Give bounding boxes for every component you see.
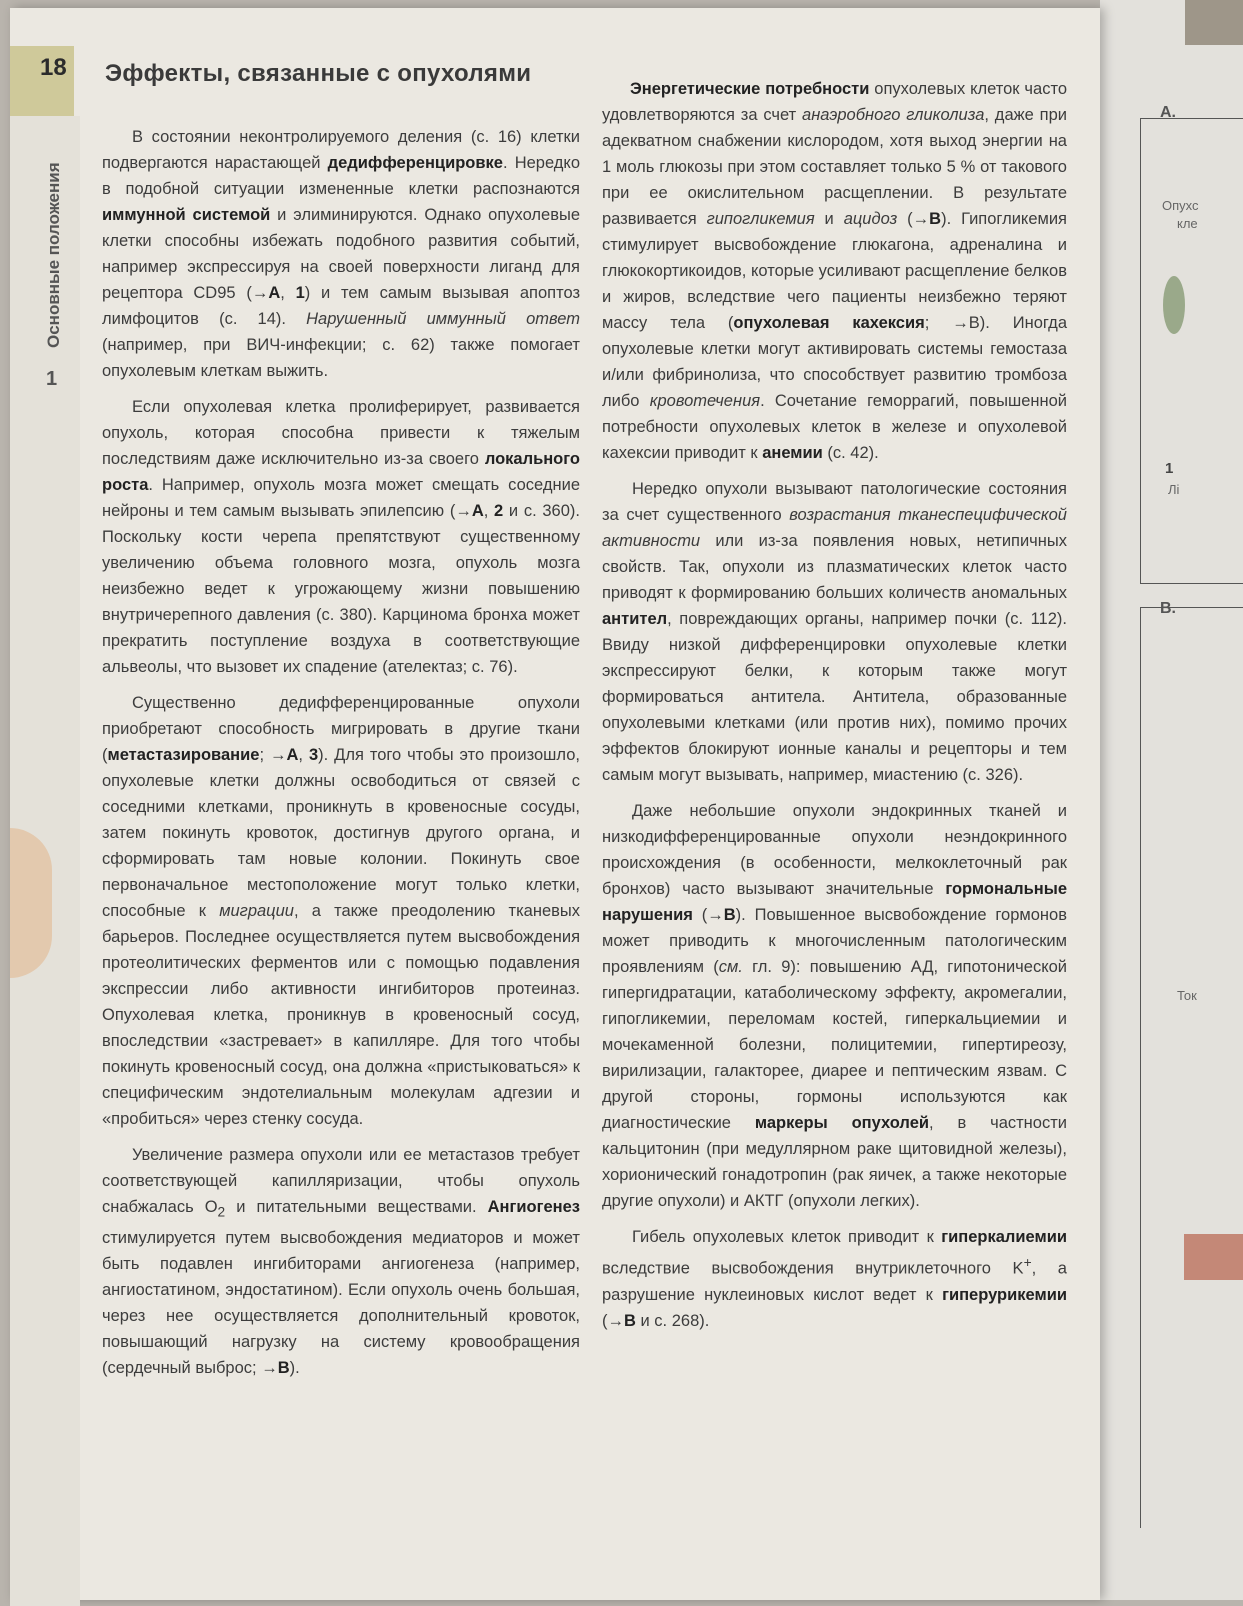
paragraph-cell-death: Гибель опухолевых клеток приводит к гиперкалиемии вследствие высвобождения внутриклеточного K+, а разрушение нуклеиновых кислот ведет к гиперурикемии (→В и с. 268). (602, 1228, 1067, 1330)
thumb-shadow (10, 828, 52, 978)
cell-illustration (1163, 276, 1185, 334)
paragraph-local-growth: Если опухолевая клетка пролиферирует, развивается опухоль, которая способна привести к тяжелым последствиям даже исключительно из-за своего локального роста. Например, опухоль мозга может смещать соседние нейроны и тем самым вызывать эпилепсию (→А, 2 и с. 360). Поскольку кости черепа препятствуют существенному увеличению объема головного мозга, опухоль мозга неизбежно ведет к угрожающему жизни повышению внутричерепного давления (с. 380). Карцинома бронха может прекратить поступление воздуха в соответствующие альвеолы, что вызовет их спадение (ателектаз; с. 76). (102, 398, 580, 676)
paragraph-energy-needs: Энергетические потребности опухолевых клеток часто удовлетворяются за счет анаэробного гликолиза, даже при адекватном снабжении кислородом, хотя выход энергии на 1 моль глюкозы при этом составляет только 5 % от такового при ее окислительном расщеплении. В результате развивается гипогликемия и ацидоз (→В). Гипогликемия стимулирует высвобождение глюкагона, адреналина и глюкокортикоидов, которые усиливают расщепление белков и жиров, вследствие чего пациенты неизбежно теряют массу тела (опухолевая кахексия; →В). Иногда опухолевые клетки могут активировать системы гемостаза и/или фибринолиза, что способствует развитию тромбоза либо кровотечения. Сочетание геморрагий, повышенной потребности опухолевых клеток в железе и опухолевой кахексии приводит к анемии (с. 42). (602, 80, 1068, 462)
figure-b-frame (1140, 607, 1243, 1528)
chapter-label: Основные положения (44, 162, 63, 348)
right-column (602, 76, 1067, 1344)
page-title: Эффекты, связанные с опухолями (105, 60, 532, 87)
figure-a-number: 1 (1165, 460, 1174, 477)
figure-a-text: Опухс (1162, 198, 1199, 213)
figure-b-label: В. (1160, 600, 1176, 617)
book-page (10, 8, 1100, 1600)
facing-page-shadow (1185, 0, 1243, 45)
paragraph-tissue-activity: Нередко опухоли вызывают патологические состояния за счет существенного возрастания тканеспецифической активности или из-за появления новых, нетипичных свойств. Так, опухоли из плазматических клеток часто приводят к формированию больших количеств аномальных антител, повреждающих органы, например почки (с. 112). Ввиду низкой дифференцировки опухолевые клетки экспрессируют белки, к которым также могут формироваться антитела. Антитела, образованные опухолевыми клетками (или против них), помимо прочих эффектов блокируют ионные каналы и рецепторы и тем самым могут вызывать, например, миастению (с. 326). (602, 480, 1067, 784)
chapter-number: 1 (46, 368, 58, 390)
left-column (102, 124, 580, 1391)
paragraph-dedifferentiation: В состоянии неконтролируемого деления (с. 16) клетки подвергаются нарастающей дедифференцировке. Нередко в подобной ситуации измененные клетки распознаются иммунной системой и элиминируются. Однако опухолевые клетки способны избежать подобного развития событий, например экспрессируя на своей поверхности лиганд для рецептора CD95 (→А, 1) и тем самым вызывая апоптоз лимфоцитов (с. 14). Нарушенный иммунный ответ (например, при ВИЧ-инфекции; с. 62) также помогает опухолевым клеткам выжить. (102, 128, 581, 380)
paragraph-hormonal: Даже небольшие опухоли эндокринных тканей и низкодифференцированные опухоли неэндокринного происхождения (в особенности, мелкоклеточный рак бронхов) часто вызывают значительные гормональные нарушения (→В). Повышенное высвобождение гормонов может приводить к многочисленным патологическим проявлениям (см. гл. 9): повышению АД, гипотонической гипергидратации, катаболическому эффекту, акромегалии, гипогликемии, переломам костей, гиперкальциемии и мочекаменной болезни, полицитемии, гипертиреозу, вирилизации, галакторее, диарее и пептическим язвам. С другой стороны, гормоны используются как диагностические маркеры опухолей, в частности кальцитонин (при медуллярном раке щитовидной железы), хорионический гонадотропин (рак яичек, а также некоторые другие опухоли) и АКТГ (опухоли легких). (602, 802, 1067, 1210)
figure-a-frame (1140, 118, 1243, 584)
figure-a-text: Лі (1168, 482, 1180, 497)
figure-a-text: кле (1177, 216, 1198, 231)
paragraph-metastasis: Существенно дедифференцированные опухоли приобретают способность мигрировать в другие ткани (метастазирование; →А, 3). Для того чтобы это произошло, опухолевые клетки должны освободиться от связей с соседними клетками, проникнуть в кровеносные сосуды, затем покинуть кровоток, достигнув другого органа, и сформировать там новые колонии. Покинуть свое первоначальное местоположение могут только клетки, способные к миграции, а также преодолению тканевых барьеров. Последнее осуществляется путем высвобождения протеолитических ферментов или с помощью подавления экспрессии либо активности ингибиторов протеиназ. Опухолевая клетка, проникнув в кровеносный сосуд, впоследствии «застревает» в капилляре. Для того чтобы покинуть кровеносный сосуд, она должна «пристыковаться» к специфическим эндотелиальным молекулам адгезии и «пробиться» через стенку сосуда. (102, 694, 580, 1128)
figure-b-text: Ток (1177, 988, 1197, 1003)
page-number: 18 (40, 54, 67, 81)
figure-b-illustration (1184, 1234, 1243, 1280)
paragraph-angiogenesis: Увеличение размера опухоли или ее метастазов требует соответствующей капилляризации, чтобы опухоль снабжалась $O_2$ и питательными веществами. Ангиогенез стимулируется путем высвобождения медиаторов и может быть подавлен ингибиторами ангиогенеза (например, ангиостатином, эндостатином). Если опухоль очень большая, через нее осуществляется дополнительный кровоток, повышающий нагрузку на систему кровообращения (сердечный выброс; →В). (102, 1146, 580, 1378)
figure-a-label: А. (1160, 104, 1176, 121)
